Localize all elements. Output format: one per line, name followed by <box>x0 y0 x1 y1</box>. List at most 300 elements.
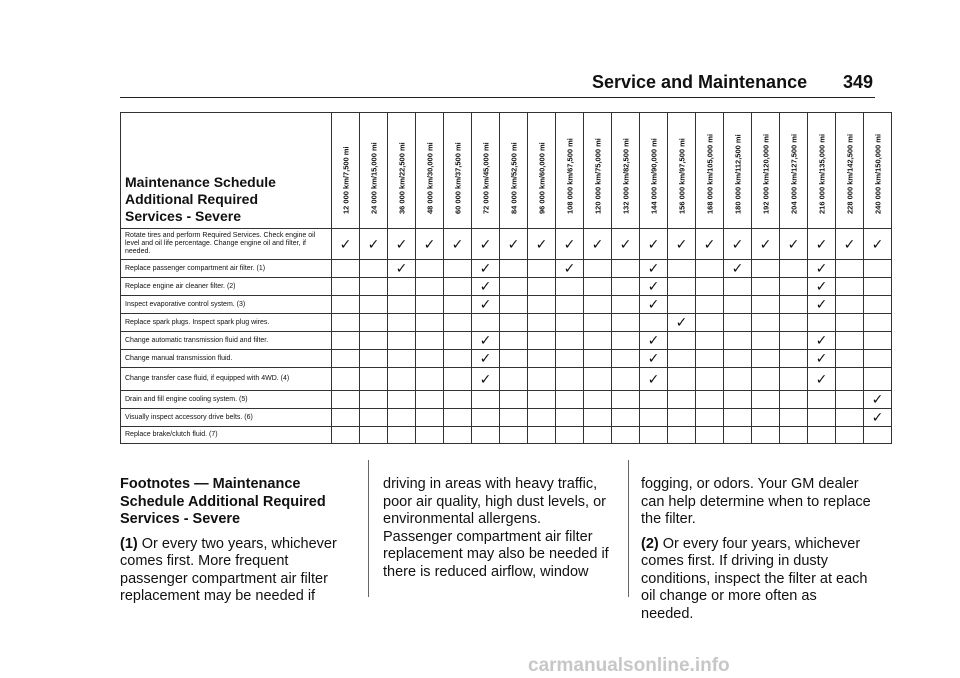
schedule-cell <box>360 368 388 391</box>
schedule-cell <box>472 314 500 332</box>
schedule-cell <box>332 260 360 278</box>
schedule-cell <box>808 260 836 278</box>
schedule-cell <box>780 391 808 409</box>
checkmark-icon: ✓ <box>451 236 464 253</box>
schedule-cell <box>808 296 836 314</box>
schedule-cell <box>500 368 528 391</box>
checkmark-icon: ✓ <box>815 371 828 388</box>
schedule-cell <box>444 391 472 409</box>
checkmark-icon: ✓ <box>479 261 492 277</box>
schedule-cell <box>836 260 864 278</box>
schedule-cell <box>864 409 892 427</box>
service-task: Visually inspect accessory drive belts. (6) <box>121 409 332 427</box>
schedule-cell <box>444 278 472 296</box>
schedule-cell <box>416 314 444 332</box>
interval-header <box>864 113 892 229</box>
interval-header <box>360 113 388 229</box>
service-task: Replace passenger compartment air filter. (1) <box>121 260 332 278</box>
schedule-cell <box>640 229 668 260</box>
schedule-cell <box>528 368 556 391</box>
schedule-cell <box>724 260 752 278</box>
schedule-cell <box>724 427 752 444</box>
schedule-cell <box>528 278 556 296</box>
interval-header <box>724 113 752 229</box>
schedule-cell <box>360 409 388 427</box>
footnote-1-part-1 <box>120 536 350 606</box>
table-row <box>121 350 892 368</box>
table-row <box>121 296 892 314</box>
schedule-cell <box>388 409 416 427</box>
table-title: Maintenance Schedule Additional Required Services - Severe <box>125 174 276 224</box>
schedule-cell <box>808 427 836 444</box>
schedule-cell <box>360 229 388 260</box>
schedule-cell <box>416 368 444 391</box>
schedule-cell <box>500 296 528 314</box>
interval-header <box>528 113 556 229</box>
checkmark-icon: ✓ <box>479 297 492 313</box>
schedule-cell <box>472 229 500 260</box>
checkmark-icon: ✓ <box>731 236 744 253</box>
interval-header <box>472 113 500 229</box>
schedule-cell <box>836 391 864 409</box>
schedule-cell <box>724 229 752 260</box>
schedule-cell <box>416 296 444 314</box>
interval-label: 168 000 km/105,000 mi <box>705 133 714 214</box>
schedule-cell <box>556 229 584 260</box>
page-number: 349 <box>843 72 874 92</box>
checkmark-icon: ✓ <box>507 236 520 253</box>
table-title-cell <box>121 113 332 229</box>
schedule-cell <box>612 229 640 260</box>
interval-label: 72 000 km/45,000 mi <box>481 142 490 214</box>
checkmark-icon: ✓ <box>815 297 828 313</box>
schedule-cell <box>556 278 584 296</box>
schedule-cell <box>612 427 640 444</box>
schedule-cell <box>752 278 780 296</box>
schedule-cell <box>388 260 416 278</box>
schedule-cell <box>640 350 668 368</box>
schedule-cell <box>584 391 612 409</box>
schedule-cell <box>724 296 752 314</box>
schedule-cell <box>696 296 724 314</box>
interval-label: 144 000 km/90,000 mi <box>649 138 658 214</box>
schedule-cell <box>864 332 892 350</box>
checkmark-icon: ✓ <box>647 351 660 367</box>
schedule-cell <box>612 260 640 278</box>
schedule-cell <box>584 229 612 260</box>
interval-header <box>444 113 472 229</box>
schedule-cell <box>640 260 668 278</box>
schedule-cell <box>444 350 472 368</box>
schedule-cell <box>752 260 780 278</box>
schedule-cell <box>388 278 416 296</box>
interval-header <box>416 113 444 229</box>
service-task: Replace brake/clutch fluid. (7) <box>121 427 332 444</box>
checkmark-icon: ✓ <box>647 297 660 313</box>
interval-label: 204 000 km/127,500 mi <box>789 133 798 214</box>
schedule-cell <box>696 427 724 444</box>
schedule-cell <box>472 409 500 427</box>
checkmark-icon: ✓ <box>647 261 660 277</box>
checkmark-icon: ✓ <box>675 315 688 331</box>
schedule-cell <box>556 314 584 332</box>
schedule-cell <box>808 409 836 427</box>
checkmark-icon: ✓ <box>563 261 576 277</box>
interval-label: 228 000 km/142,500 mi <box>845 133 854 214</box>
schedule-cell <box>584 427 612 444</box>
schedule-cell <box>836 314 864 332</box>
interval-header <box>612 113 640 229</box>
schedule-cell <box>388 427 416 444</box>
checkmark-icon: ✓ <box>423 236 436 253</box>
schedule-cell <box>836 332 864 350</box>
schedule-cell <box>668 409 696 427</box>
interval-label: 48 000 km/30,000 mi <box>425 142 434 214</box>
schedule-cell <box>864 350 892 368</box>
schedule-cell <box>752 229 780 260</box>
schedule-cell <box>556 427 584 444</box>
schedule-cell <box>612 409 640 427</box>
schedule-cell <box>640 314 668 332</box>
schedule-cell <box>752 427 780 444</box>
schedule-cell <box>724 278 752 296</box>
schedule-cell <box>584 368 612 391</box>
schedule-cell <box>640 332 668 350</box>
schedule-cell <box>472 296 500 314</box>
checkmark-icon: ✓ <box>759 236 772 253</box>
schedule-cell <box>332 391 360 409</box>
service-task: Rotate tires and perform Required Services. Check engine oil level and oil life percentage. Change engine oil and filter, if needed. <box>121 229 332 260</box>
schedule-cell <box>584 350 612 368</box>
schedule-cell <box>640 278 668 296</box>
schedule-cell <box>416 260 444 278</box>
schedule-cell <box>780 260 808 278</box>
schedule-cell <box>360 391 388 409</box>
schedule-cell <box>472 260 500 278</box>
interval-label: 240 000 km/150,000 mi <box>873 133 882 214</box>
schedule-cell <box>556 332 584 350</box>
interval-label: 96 000 km/60,000 mi <box>537 142 546 214</box>
schedule-cell <box>808 229 836 260</box>
schedule-cell <box>612 332 640 350</box>
schedule-cell <box>416 350 444 368</box>
schedule-cell <box>584 332 612 350</box>
watermark: carmanualsonline.info <box>528 655 730 676</box>
checkmark-icon: ✓ <box>647 279 660 295</box>
schedule-cell <box>500 427 528 444</box>
table-row <box>121 368 892 391</box>
schedule-cell <box>780 409 808 427</box>
schedule-cell <box>780 332 808 350</box>
schedule-cell <box>444 409 472 427</box>
checkmark-icon: ✓ <box>479 279 492 295</box>
schedule-cell <box>388 229 416 260</box>
interval-label: 84 000 km/52,500 mi <box>509 142 518 214</box>
interval-label: 36 000 km/22,500 mi <box>397 142 406 214</box>
checkmark-icon: ✓ <box>815 351 828 367</box>
schedule-cell <box>472 332 500 350</box>
schedule-cell <box>360 260 388 278</box>
schedule-cell <box>584 278 612 296</box>
schedule-cell <box>556 368 584 391</box>
schedule-cell <box>780 427 808 444</box>
service-task: Replace spark plugs. Inspect spark plug wires. <box>121 314 332 332</box>
schedule-cell <box>668 332 696 350</box>
schedule-cell <box>528 427 556 444</box>
interval-label: 120 000 km/75,000 mi <box>593 138 602 214</box>
schedule-cell <box>836 229 864 260</box>
schedule-cell <box>556 296 584 314</box>
footnotes-column-3 <box>641 476 873 630</box>
schedule-cell <box>668 427 696 444</box>
schedule-cell <box>388 314 416 332</box>
interval-header <box>388 113 416 229</box>
schedule-cell <box>528 229 556 260</box>
schedule-cell <box>332 296 360 314</box>
schedule-cell <box>388 368 416 391</box>
schedule-cell <box>332 229 360 260</box>
checkmark-icon: ✓ <box>395 236 408 253</box>
schedule-cell <box>528 260 556 278</box>
footnote-1-text-a: Or every two years, whichever comes first. More frequent passenger compartment air filter replacement may be needed if <box>120 535 337 604</box>
schedule-cell <box>752 332 780 350</box>
schedule-cell <box>584 260 612 278</box>
interval-label: 216 000 km/135,000 mi <box>817 133 826 214</box>
schedule-cell <box>752 391 780 409</box>
schedule-cell <box>696 314 724 332</box>
schedule-cell <box>668 350 696 368</box>
schedule-cell <box>472 427 500 444</box>
schedule-cell <box>668 391 696 409</box>
interval-header <box>332 113 360 229</box>
schedule-cell <box>500 260 528 278</box>
schedule-cell <box>528 314 556 332</box>
schedule-cell <box>500 229 528 260</box>
interval-header <box>696 113 724 229</box>
schedule-cell <box>752 296 780 314</box>
table-row <box>121 391 892 409</box>
schedule-cell <box>500 332 528 350</box>
schedule-cell <box>500 409 528 427</box>
checkmark-icon: ✓ <box>703 236 716 253</box>
schedule-cell <box>360 314 388 332</box>
schedule-cell <box>864 391 892 409</box>
table-row <box>121 229 892 260</box>
schedule-cell <box>416 409 444 427</box>
interval-header <box>556 113 584 229</box>
interval-label: 108 000 km/67,500 mi <box>565 138 574 214</box>
schedule-cell <box>864 260 892 278</box>
schedule-cell <box>528 296 556 314</box>
schedule-cell <box>332 409 360 427</box>
checkmark-icon: ✓ <box>787 236 800 253</box>
schedule-cell <box>584 296 612 314</box>
checkmark-icon: ✓ <box>479 333 492 349</box>
schedule-cell <box>332 368 360 391</box>
checkmark-icon: ✓ <box>563 236 576 253</box>
schedule-cell <box>864 368 892 391</box>
table-row <box>121 260 892 278</box>
schedule-cell <box>808 278 836 296</box>
checkmark-icon: ✓ <box>815 279 828 295</box>
schedule-cell <box>472 391 500 409</box>
schedule-cell <box>556 391 584 409</box>
schedule-cell <box>612 368 640 391</box>
schedule-cell <box>416 229 444 260</box>
schedule-cell <box>780 314 808 332</box>
footnote-1-number: (1) <box>120 535 138 552</box>
service-task: Change manual transmission fluid. <box>121 350 332 368</box>
checkmark-icon: ✓ <box>367 236 380 253</box>
schedule-cell <box>612 278 640 296</box>
schedule-cell <box>808 391 836 409</box>
schedule-cell <box>836 278 864 296</box>
service-task: Inspect evaporative control system. (3) <box>121 296 332 314</box>
table-row <box>121 314 892 332</box>
table-row <box>121 332 892 350</box>
schedule-cell <box>780 229 808 260</box>
schedule-cell <box>864 296 892 314</box>
checkmark-icon: ✓ <box>815 236 828 253</box>
schedule-cell <box>724 332 752 350</box>
checkmark-icon: ✓ <box>395 261 408 277</box>
column-divider-2 <box>628 460 629 597</box>
schedule-cell <box>500 350 528 368</box>
table-row <box>121 278 892 296</box>
schedule-cell <box>724 314 752 332</box>
schedule-cell <box>612 314 640 332</box>
service-task: Change automatic transmission fluid and filter. <box>121 332 332 350</box>
schedule-cell <box>612 296 640 314</box>
schedule-cell <box>668 260 696 278</box>
schedule-cell <box>416 332 444 350</box>
schedule-cell <box>752 314 780 332</box>
schedule-cell <box>444 296 472 314</box>
schedule-cell <box>864 278 892 296</box>
interval-header <box>752 113 780 229</box>
schedule-cell <box>584 314 612 332</box>
interval-label: 24 000 km/15,000 mi <box>369 142 378 214</box>
footnote-2-number: (2) <box>641 535 659 552</box>
schedule-cell <box>332 278 360 296</box>
schedule-cell <box>864 229 892 260</box>
checkmark-icon: ✓ <box>647 333 660 349</box>
schedule-cell <box>836 296 864 314</box>
schedule-cell <box>612 391 640 409</box>
schedule-cell <box>836 368 864 391</box>
checkmark-icon: ✓ <box>731 261 744 277</box>
interval-header <box>836 113 864 229</box>
schedule-cell <box>332 427 360 444</box>
schedule-cell <box>696 368 724 391</box>
schedule-cell <box>500 314 528 332</box>
maintenance-schedule-table <box>120 112 892 444</box>
schedule-cell <box>388 391 416 409</box>
schedule-cell <box>864 427 892 444</box>
schedule-cell <box>836 350 864 368</box>
interval-label: 12 000 km/7,500 mi <box>341 146 350 214</box>
schedule-cell <box>556 350 584 368</box>
schedule-cell <box>668 296 696 314</box>
schedule-cell <box>500 391 528 409</box>
checkmark-icon: ✓ <box>647 371 660 388</box>
schedule-cell <box>752 409 780 427</box>
service-task: Change transfer case fluid, if equipped with 4WD. (4) <box>121 368 332 391</box>
checkmark-icon: ✓ <box>871 392 884 408</box>
schedule-cell <box>360 427 388 444</box>
schedule-cell <box>388 296 416 314</box>
schedule-cell <box>500 278 528 296</box>
schedule-cell <box>556 260 584 278</box>
page-header-title: Service and Maintenance <box>592 72 808 92</box>
service-task: Replace engine air cleaner filter. (2) <box>121 278 332 296</box>
schedule-cell <box>416 391 444 409</box>
schedule-cell <box>640 296 668 314</box>
interval-header <box>640 113 668 229</box>
schedule-cell <box>332 332 360 350</box>
footnotes-title: Footnotes — Maintenance Schedule Additional Required Services - Severe <box>120 476 326 527</box>
header-rule <box>120 97 875 98</box>
schedule-cell <box>360 278 388 296</box>
schedule-cell <box>612 350 640 368</box>
schedule-cell <box>416 278 444 296</box>
schedule-cell <box>332 314 360 332</box>
interval-header <box>668 113 696 229</box>
checkmark-icon: ✓ <box>815 261 828 277</box>
schedule-cell <box>724 409 752 427</box>
schedule-cell <box>696 409 724 427</box>
schedule-cell <box>696 391 724 409</box>
schedule-cell <box>808 332 836 350</box>
schedule-cell <box>808 368 836 391</box>
schedule-cell <box>752 350 780 368</box>
interval-header <box>584 113 612 229</box>
footnote-2 <box>641 536 873 624</box>
schedule-cell <box>668 314 696 332</box>
schedule-cell <box>780 350 808 368</box>
table-row <box>121 427 892 444</box>
schedule-cell <box>668 368 696 391</box>
schedule-cell <box>360 332 388 350</box>
schedule-cell <box>640 409 668 427</box>
checkmark-icon: ✓ <box>815 333 828 349</box>
schedule-cell <box>724 368 752 391</box>
schedule-cell <box>528 391 556 409</box>
schedule-cell <box>444 229 472 260</box>
footnote-2-text: Or every four years, whichever comes first. If driving in dusty conditions, inspect the filter at each oil change or more often as needed. <box>641 535 868 622</box>
interval-label: 60 000 km/37,500 mi <box>453 142 462 214</box>
checkmark-icon: ✓ <box>843 236 856 253</box>
schedule-cell <box>724 391 752 409</box>
checkmark-icon: ✓ <box>675 236 688 253</box>
schedule-cell <box>444 332 472 350</box>
schedule-cell <box>752 368 780 391</box>
column-divider-1 <box>368 460 369 597</box>
schedule-cell <box>696 229 724 260</box>
checkmark-icon: ✓ <box>871 236 884 253</box>
table-header-row <box>121 113 892 229</box>
footnotes-column-1 <box>120 476 350 613</box>
checkmark-icon: ✓ <box>647 236 660 253</box>
footnote-1-text-b: driving in areas with heavy traffic, poor air quality, high dust levels, or environmental allergens. Passenger compartment air filter replacement may also be needed if there is reduced airflow, window <box>383 476 609 580</box>
schedule-cell <box>640 368 668 391</box>
checkmark-icon: ✓ <box>619 236 632 253</box>
schedule-cell <box>668 278 696 296</box>
schedule-cell <box>724 350 752 368</box>
checkmark-icon: ✓ <box>535 236 548 253</box>
schedule-cell <box>528 350 556 368</box>
schedule-cell <box>696 278 724 296</box>
